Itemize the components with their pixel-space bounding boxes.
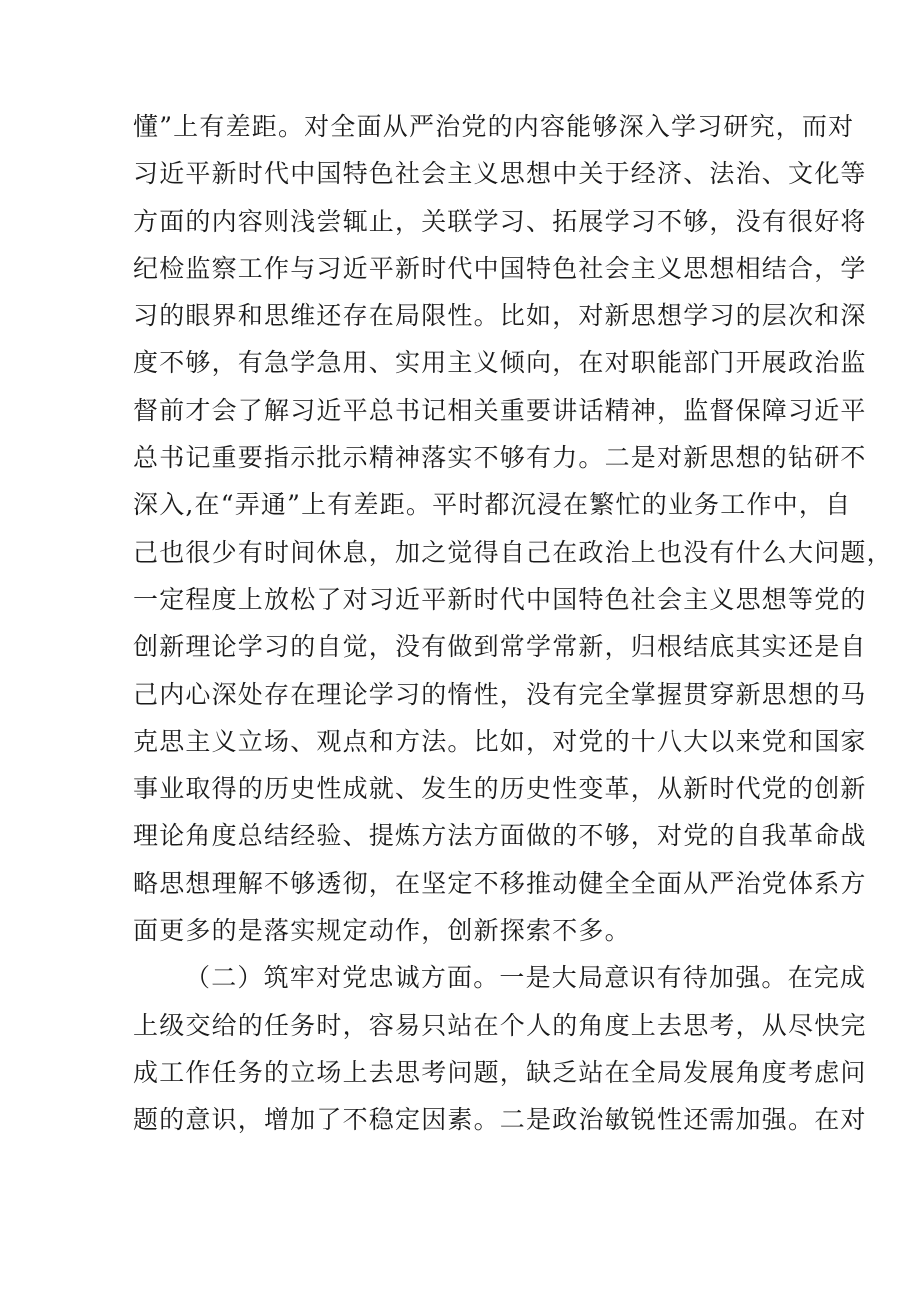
text-line: 方面的内容则浅尝辄止，关联学习、拓展学习不够，没有很好将 bbox=[133, 206, 867, 236]
text-line: 理论角度总结经验、提炼方法方面做的不够，对党的自我革命战 bbox=[133, 821, 867, 851]
text-line: 题的意识，增加了不稳定因素。二是政治敏锐性还需加强。在对 bbox=[133, 1105, 867, 1135]
text-line: 上级交给的任务时，容易只站在个人的角度上去思考，从尽快完 bbox=[133, 1010, 867, 1040]
text-line: 深入,在“弄通”上有差距。平时都沉浸在繁忙的业务工作中，自 bbox=[133, 490, 852, 520]
text-line: 一定程度上放松了对习近平新时代中国特色社会主义思想等党的 bbox=[133, 584, 867, 614]
text-line: 事业取得的历史性成就、发生的历史性变革，从新时代党的创新 bbox=[133, 774, 867, 804]
text-line: 己也很少有时间休息，加之觉得自己在政治上也没有什么大问题， bbox=[133, 537, 893, 567]
text-line: 成工作任务的立场上去思考问题，缺乏站在全局发展角度考虑问 bbox=[133, 1057, 867, 1087]
text-line: 克思主义立场、观点和方法。比如，对党的十八大以来党和国家 bbox=[133, 726, 867, 756]
body-text bbox=[133, 103, 893, 1144]
section-heading-line: （二）筑牢对党忠诚方面。一是大局意识有待加强。在完成 bbox=[185, 963, 867, 993]
text-line: 总书记重要指示批示精神落实不够有力。二是对新思想的钻研不 bbox=[133, 443, 867, 473]
text-line: 己内心深处存在理论学习的惰性，没有完全掌握贯穿新思想的马 bbox=[133, 679, 867, 709]
text-line: 纪检监察工作与习近平新时代中国特色社会主义思想相结合，学 bbox=[133, 253, 867, 283]
text-line: 面更多的是落实规定动作，创新探索不多。 bbox=[133, 916, 631, 946]
text-line: 督前才会了解习近平总书记相关重要讲话精神，监督保障习近平 bbox=[133, 395, 867, 425]
text-line: 略思想理解不够透彻，在坚定不移推动健全全面从严治党体系方 bbox=[133, 868, 867, 898]
text-line: 创新理论学习的自觉，没有做到常学常新，归根结底其实还是自 bbox=[133, 632, 867, 662]
text-line: 习近平新时代中国特色社会主义思想中关于经济、法治、文化等 bbox=[133, 159, 867, 189]
text-line: 懂”上有差距。对全面从严治党的内容能够深入学习研究，而对 bbox=[133, 112, 855, 141]
text-line: 度不够，有急学急用、实用主义倾向，在对职能部门开展政治监 bbox=[133, 348, 867, 378]
text-line: 习的眼界和思维还存在局限性。比如，对新思想学习的层次和深 bbox=[133, 301, 867, 331]
